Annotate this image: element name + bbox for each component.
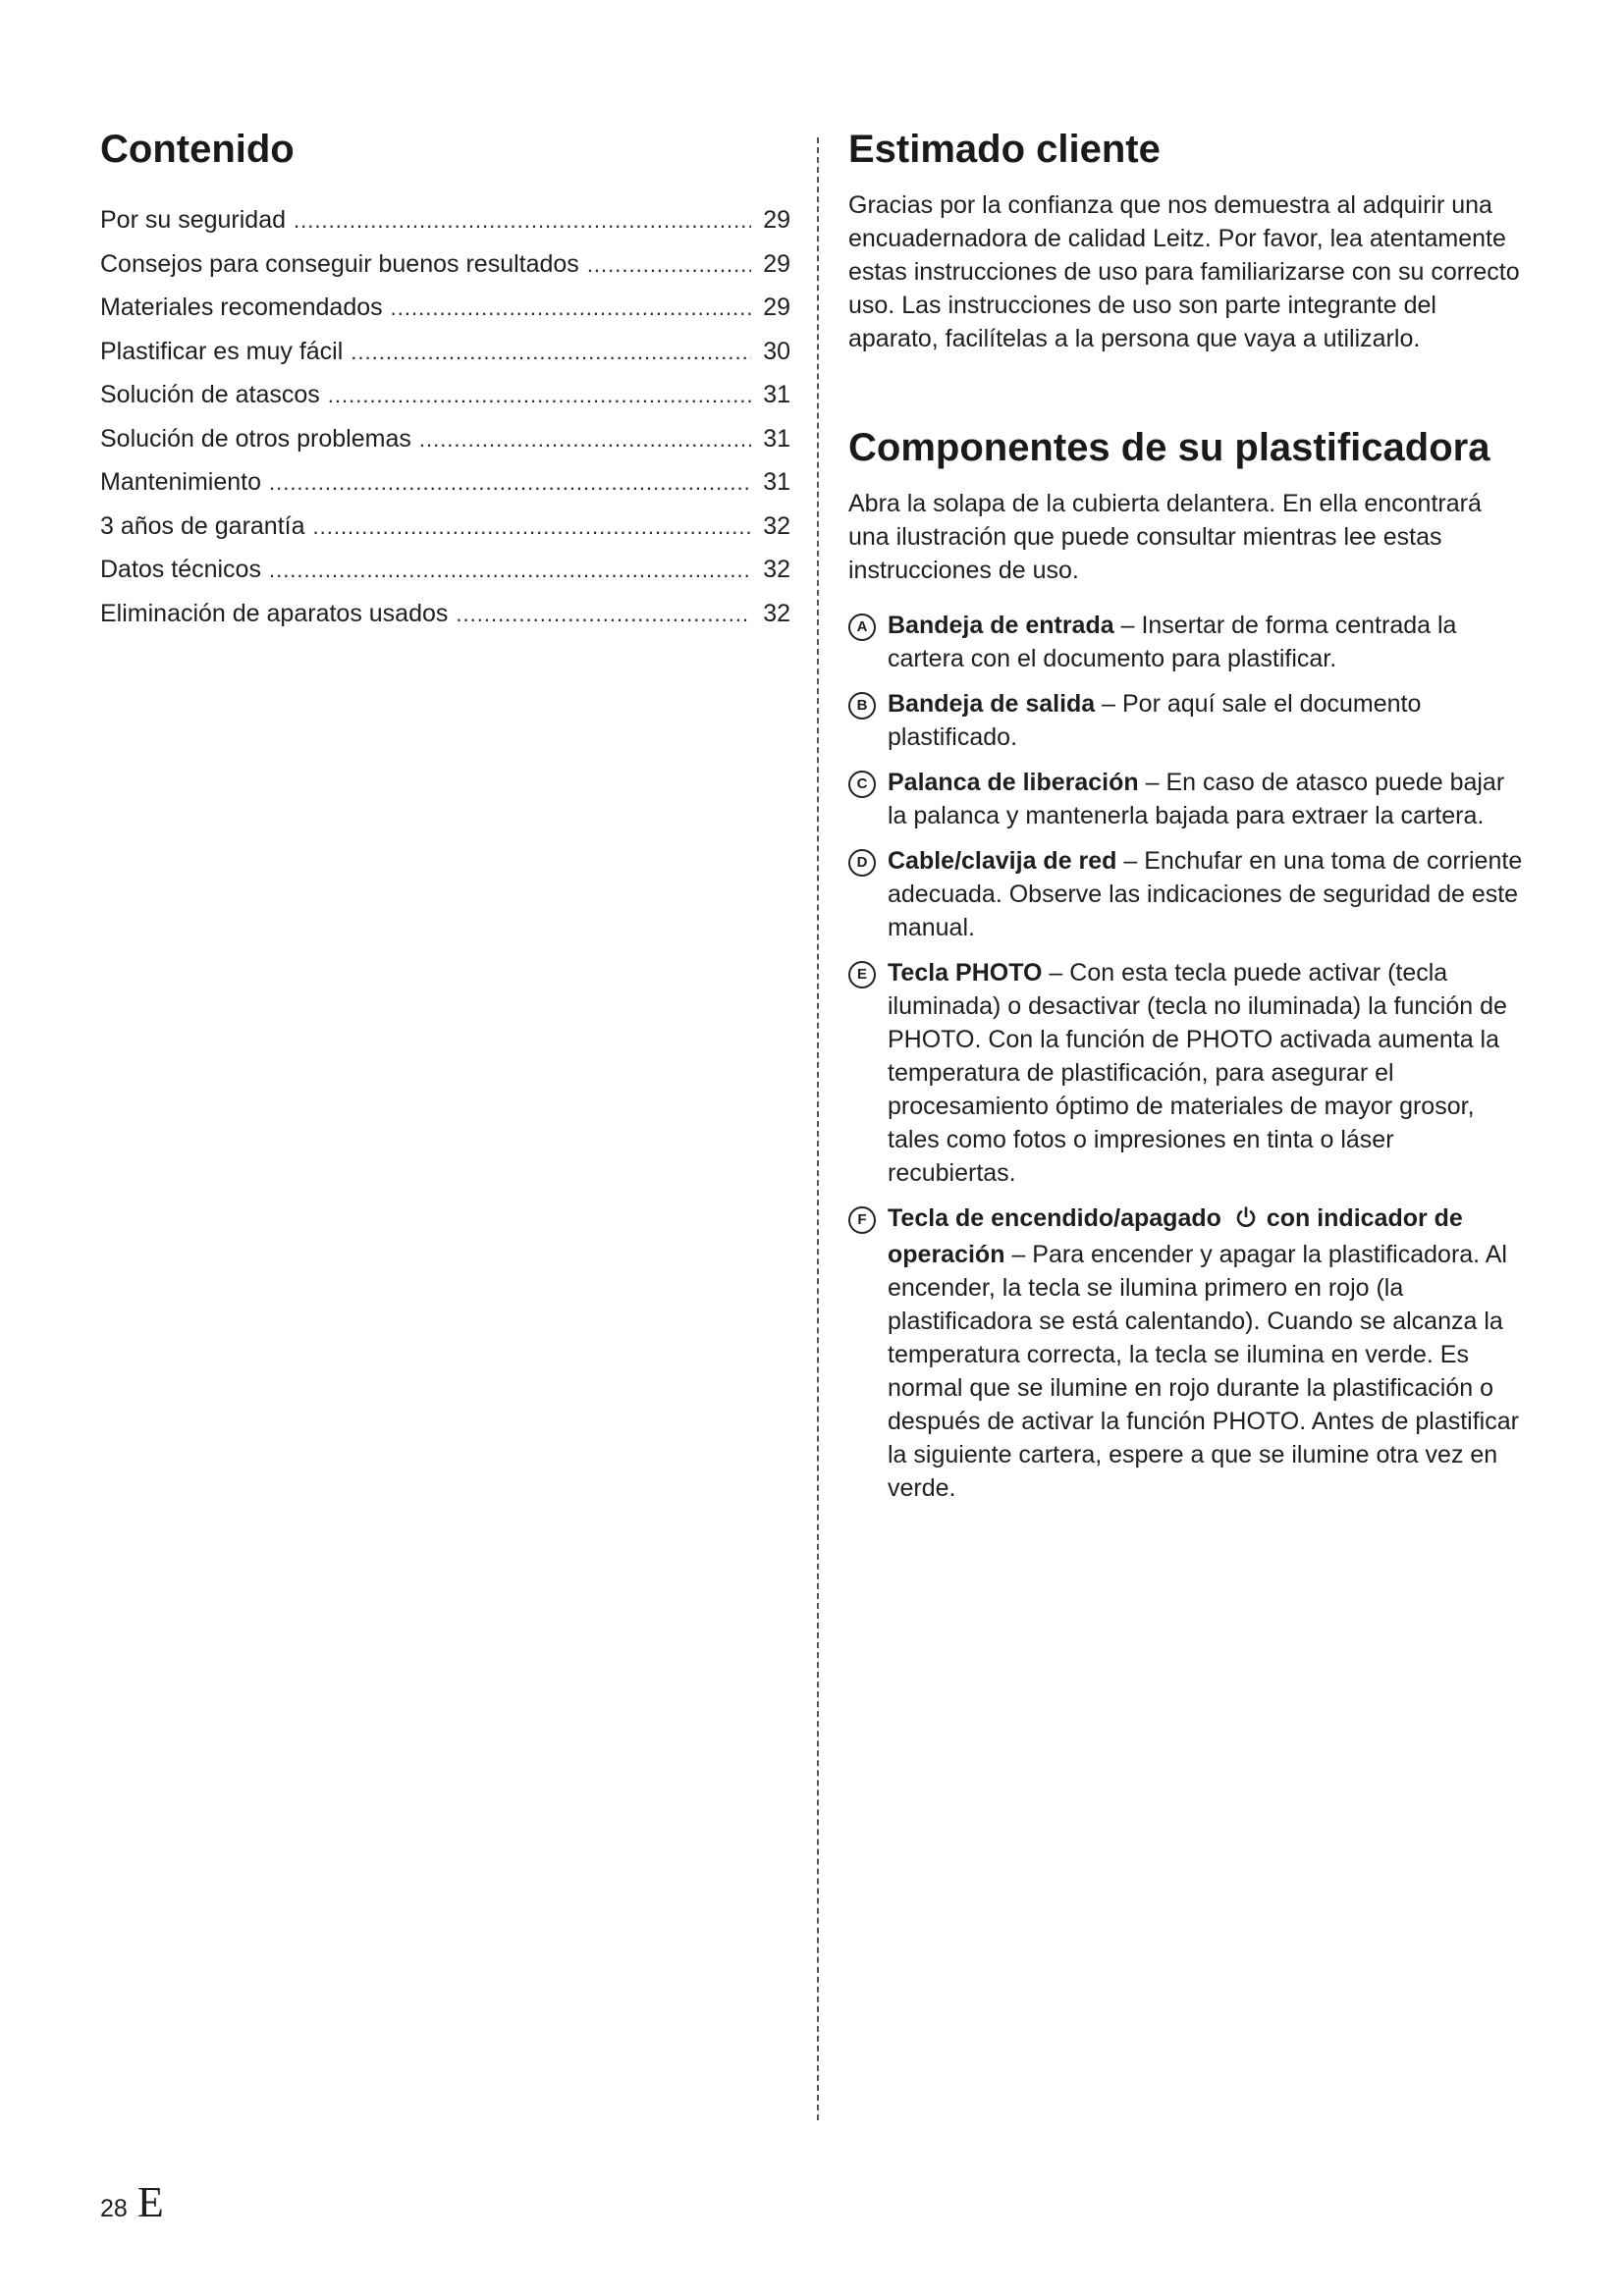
component-list [848, 609, 1526, 1505]
toc-entry [100, 373, 790, 417]
component-item [848, 766, 1526, 832]
component-item [848, 609, 1526, 675]
toc-entry [100, 505, 790, 549]
toc-entry-label: 3 años de garantía [100, 511, 305, 540]
circled-letter-badge: D [848, 849, 876, 877]
toc-entry-label: Consejos para conseguir buenos resultados [100, 249, 579, 278]
toc-entry [100, 330, 790, 374]
circled-letter-badge: B [848, 692, 876, 720]
toc-entry-label: Eliminación de aparatos usados [100, 599, 449, 627]
toc-entry [100, 417, 790, 461]
toc-entry-label: Solución de otros problemas [100, 424, 411, 453]
toc-entry-page: 32 [763, 556, 790, 583]
circled-letter-badge: E [848, 961, 876, 988]
toc-entry-page: 31 [763, 468, 790, 496]
toc-leader [328, 374, 751, 418]
component-title: Tecla de encendido/apagado [888, 1204, 1221, 1232]
toc-entry [100, 286, 790, 330]
component-item [848, 1201, 1526, 1505]
toc-entry-label: Plastificar es muy fácil [100, 337, 344, 365]
toc-entry-label: Datos técnicos [100, 556, 261, 583]
toc-leader [351, 331, 751, 375]
component-title: Cable/clavija de red [888, 847, 1117, 875]
language-marker: E [136, 2178, 164, 2226]
toc-leader [313, 506, 752, 550]
toc-entry-page: 29 [763, 206, 790, 234]
component-description: – Por aquí sale el documento plastificado. [888, 690, 1422, 751]
toc-entry [100, 548, 790, 592]
toc-entry [100, 242, 790, 287]
toc-entry-page: 30 [763, 337, 790, 365]
components-title: Componentes de su plastificadora [848, 426, 1490, 469]
toc-entry-page: 29 [763, 249, 790, 278]
toc-entry-page: 29 [763, 294, 790, 321]
toc-entry [100, 592, 790, 636]
toc-entry [100, 460, 790, 505]
toc-leader [419, 418, 751, 462]
page-footer [100, 2177, 164, 2227]
intro-title: Estimado cliente [848, 128, 1161, 171]
toc-section [100, 126, 790, 635]
component-description: – Para encender y apagar la plastificadora. Al encender, la tecla se ilumina primero en rojo (la plastificadora se está calentando). Cuando se alcanza la temperatura correcta, la tecla se ilumina en verde. Es normal que se ilumine en rojo durante la plastificación o después de activar la función PHOTO. Antes de plastificar la siguiente cartera, espere a que se ilumine otra vez en verde. [888, 1241, 1519, 1502]
component-title-continued: con indicador de operación [888, 1204, 1463, 1268]
toc-list [100, 198, 790, 635]
intro-body: Gracias por la confianza que nos demuestra al adquirir una encuadernadora de calidad Leitz. Por favor, lea atentamente estas instrucciones de uso para familiarizarse con su correcto uso. Las instrucciones de uso son parte integrante del aparato, facilítelas a la persona que vaya a utilizarlo. [848, 191, 1520, 352]
component-title: Tecla PHOTO [888, 959, 1043, 987]
content-section [848, 126, 1526, 1517]
component-title: Bandeja de entrada [888, 612, 1114, 639]
circled-letter-badge: C [848, 771, 876, 798]
component-title: Bandeja de salida [888, 690, 1096, 718]
toc-entry-page: 32 [763, 599, 790, 627]
components-body: Abra la solapa de la cubierta delantera. En ella encontrará una ilustración que puede consultar mientras lee estas instrucciones de uso. [848, 490, 1482, 584]
toc-entry-page: 32 [763, 511, 790, 540]
toc-entry-label: Materiales recomendados [100, 294, 383, 321]
component-description: – Insertar de forma centrada la cartera con el documento para plastificar. [888, 612, 1457, 672]
toc-entry-page: 31 [763, 424, 790, 453]
toc-leader [587, 243, 751, 288]
toc-leader [456, 593, 751, 637]
component-title: Palanca de liberación [888, 769, 1139, 796]
component-description: – Con esta tecla puede activar (tecla iluminada) o desactivar (tecla no iluminada) la función de PHOTO. Con la función de PHOTO activada aumenta la temperatura de plastificación, para asegurar el procesamiento óptimo de materiales de mayor grosor, tales como fotos o impresiones en tinta o láser recubiertas. [888, 959, 1507, 1187]
circled-letter-badge: F [848, 1206, 876, 1234]
toc-leader [269, 461, 751, 506]
toc-leader [294, 199, 751, 243]
toc-leader [269, 549, 751, 593]
toc-entry-label: Mantenimiento [100, 468, 261, 496]
component-description: – Enchufar en una toma de corriente adecuada. Observe las indicaciones de seguridad de este manual. [888, 847, 1523, 941]
component-item [848, 956, 1526, 1190]
component-item [848, 687, 1526, 754]
power-icon [1234, 1204, 1258, 1238]
component-description: – En caso de atasco puede bajar la palanca y mantenerla bajada para extraer la cartera. [888, 769, 1505, 829]
toc-leader [391, 287, 751, 331]
circled-letter-badge: A [848, 614, 876, 641]
toc-entry [100, 198, 790, 242]
toc-entry-page: 31 [763, 381, 790, 408]
component-item [848, 844, 1526, 944]
toc-entry-label: Solución de atascos [100, 381, 320, 408]
page-number: 28 [100, 2195, 128, 2222]
column-divider [817, 137, 819, 2120]
toc-title: Contenido [100, 128, 295, 171]
toc-entry-label: Por su seguridad [100, 206, 287, 234]
